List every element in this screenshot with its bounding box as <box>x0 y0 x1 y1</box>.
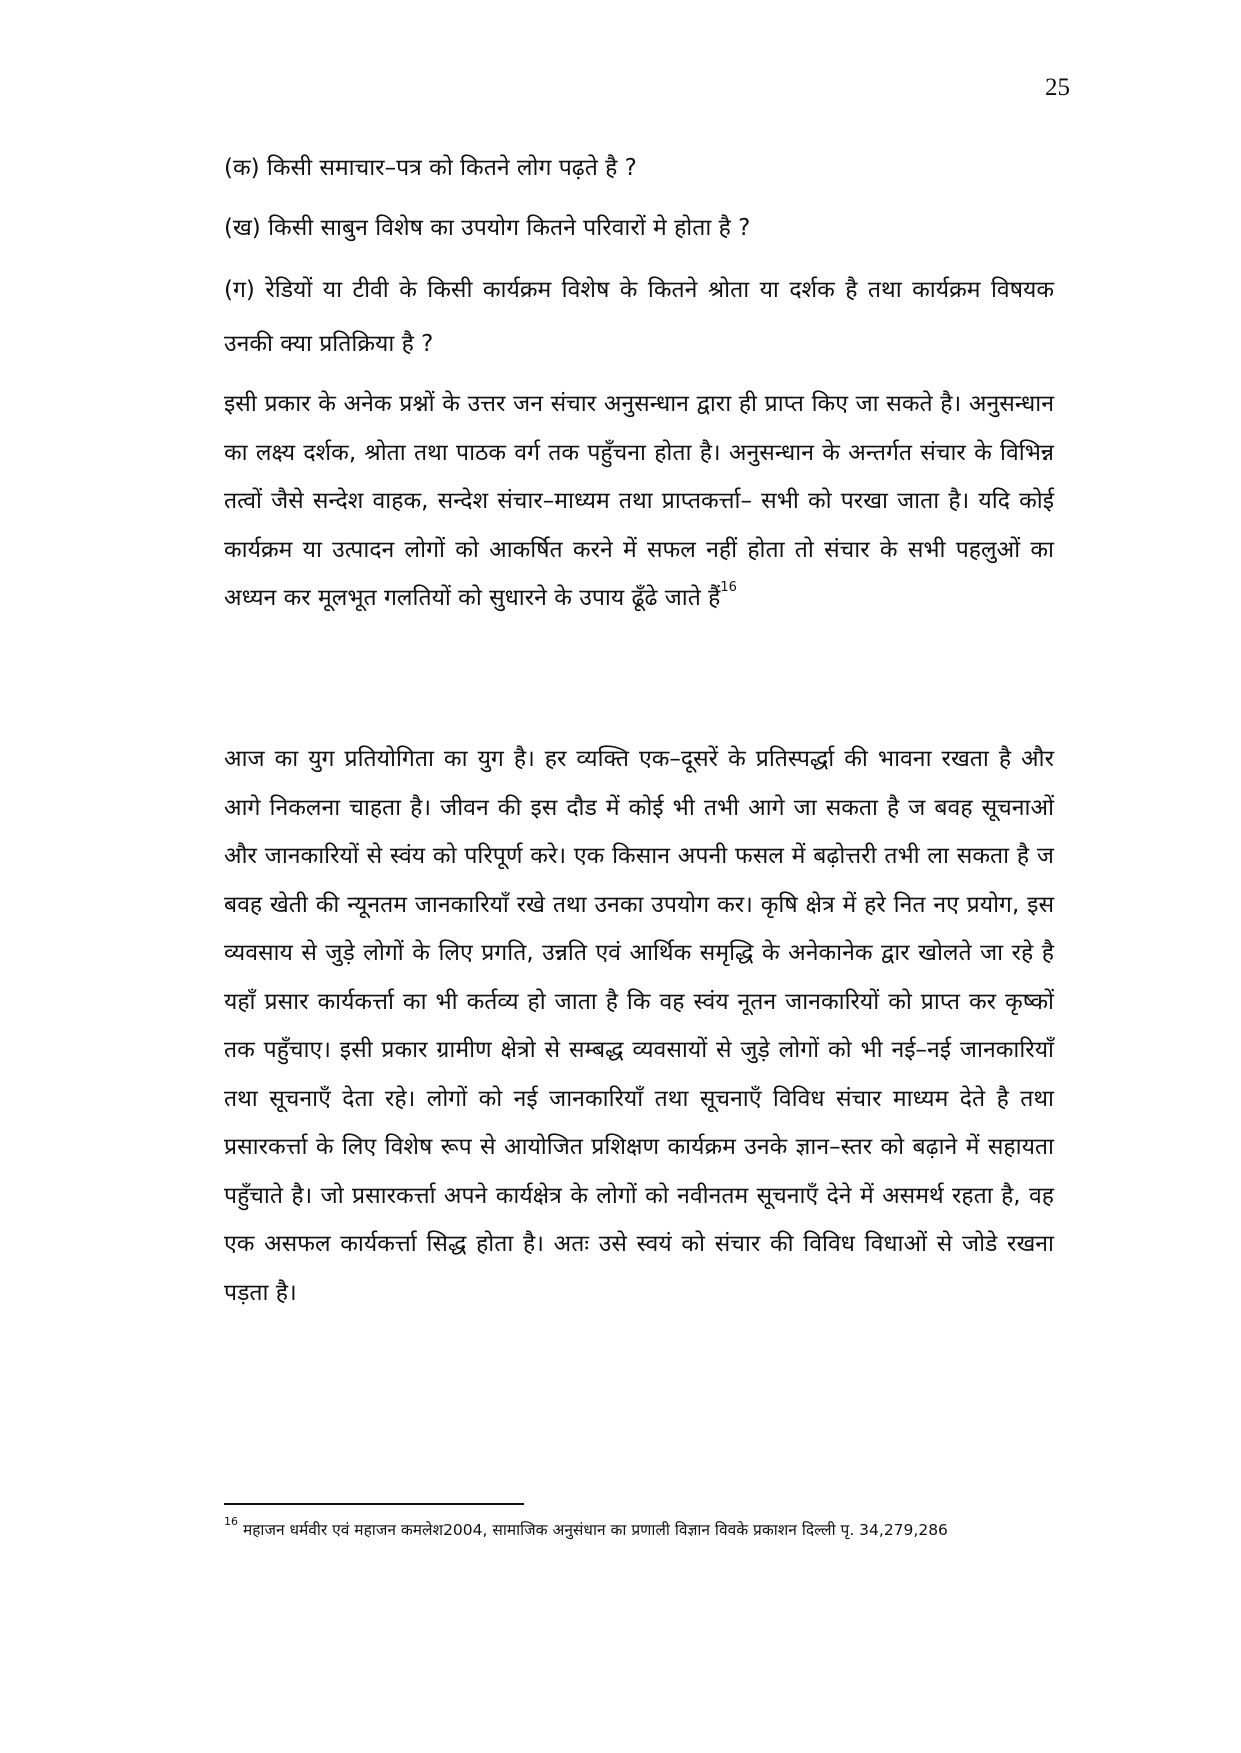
paragraph-research <box>224 380 1054 623</box>
paragraph-research-text: इसी प्रकार के अनेक प्रश्नों के उत्तर जन संचार अनुसन्धान द्वारा ही प्राप्त किए जा सकते है। अनुसन्धान का लक्ष्य दर्शक, श्रोता तथा पाठक वर्ग तक पहुँचना होता है। अनुसन्धान के अन्तर्गत संचार के विभिन्न तत्वों जैसे सन्देश वाहक, सन्देश संचार–माध्यम तथा प्राप्तकर्त्ता– सभी को परखा जाता है। यदि कोई कार्यक्रम या उत्पादन लोगों को आकर्षित करने में सफल नहीं होता तो संचार के सभी पहलुओं का अध्यन कर मूलभूत गलतियों को सुधारने के उपाय ढूँढे जाते हैं <box>224 391 1054 611</box>
question-item-ka: (क) किसी समाचार–पत्र को कितने लोग पढ़ते है ? <box>224 155 637 181</box>
question-item-ga: (ग) रेडियों या टीवी के किसी कार्यक्रम विशेष के कितने श्रोता या दर्शक है तथा कार्यक्रम विषयक उनकी क्या प्रतिक्रिया है ? <box>224 277 1054 357</box>
footnote-divider <box>224 1503 524 1505</box>
question-item-kha: (ख) किसी साबुन विशेष का उपयोग कितने परिवारों मे होता है ? <box>224 215 751 241</box>
footnote <box>224 1514 1044 1544</box>
page-number: 25 <box>1045 74 1070 101</box>
footnote-reference: 16 <box>720 580 737 596</box>
footnote-marker: 16 <box>224 1514 238 1528</box>
footnote-text: महाजन धर्मवीर एवं महाजन कमलेश2004, सामाजिक अनुसंधान का प्रणाली विज्ञान विवके प्रकाशन दिल्ली पृ. 34,279,286 <box>242 1521 948 1539</box>
paragraph-competition: आज का युग प्रतियोगिता का युग है। हर व्यक्ति एक–दूसरें के प्रतिस्पर्द्धा की भावना रखता है और आगे निकलना चाहता है। जीवन की इस दौड में कोई भी तभी आगे जा सकता है ज बवह सूचनाओं और जानकारियों से स्वंय को परिपूर्ण करे। एक किसान अपनी फसल में बढ़ोत्तरी तभी ला सकता है ज बवह खेती की न्यूनतम जानकारियाँ रखे तथा उनका उपयोग कर। कृषि क्षेत्र में हरे नित नए प्रयोग, इस व्यवसाय से जुड़े लोगों के लिए प्रगति, उन्नति एवं आर्थिक समृद्धि के अनेकानेक द्वार खोलते जा रहे है यहाँ प्रसार कार्यकर्त्ता का भी कर्तव्य हो जाता है कि वह स्वंय नूतन जानकारियों को प्राप्त कर कृष्कों तक पहुँचाए। इसी प्रकार ग्रामीण क्षेत्रो से सम्बद्ध व्यवसायों से जुड़े लोगों को भी नई–नई जानकारियाँ तथा सूचनाएँ देता रहे। लोगों को नई जानकारियाँ तथा सूचनाएँ विविध संचार माध्यम देते है तथा प्रसारकर्त्ता के लिए विशेष रूप से आयोजित प्रशिक्षण कार्यक्रम उनके ज्ञान–स्तर को बढ़ाने में सहायता पहुँचाते है। जो प्रसारकर्त्ता अपने कार्यक्षेत्र के लोगों को नवीनतम सूचनाएँ देने में असमर्थ रहता है, वह एक असफल कार्यकर्त्ता सिद्ध होता है। अतः उसे स्वयं को संचार की विविध विधाओं से जोडे रखना पड़ता है। <box>224 746 1054 1306</box>
